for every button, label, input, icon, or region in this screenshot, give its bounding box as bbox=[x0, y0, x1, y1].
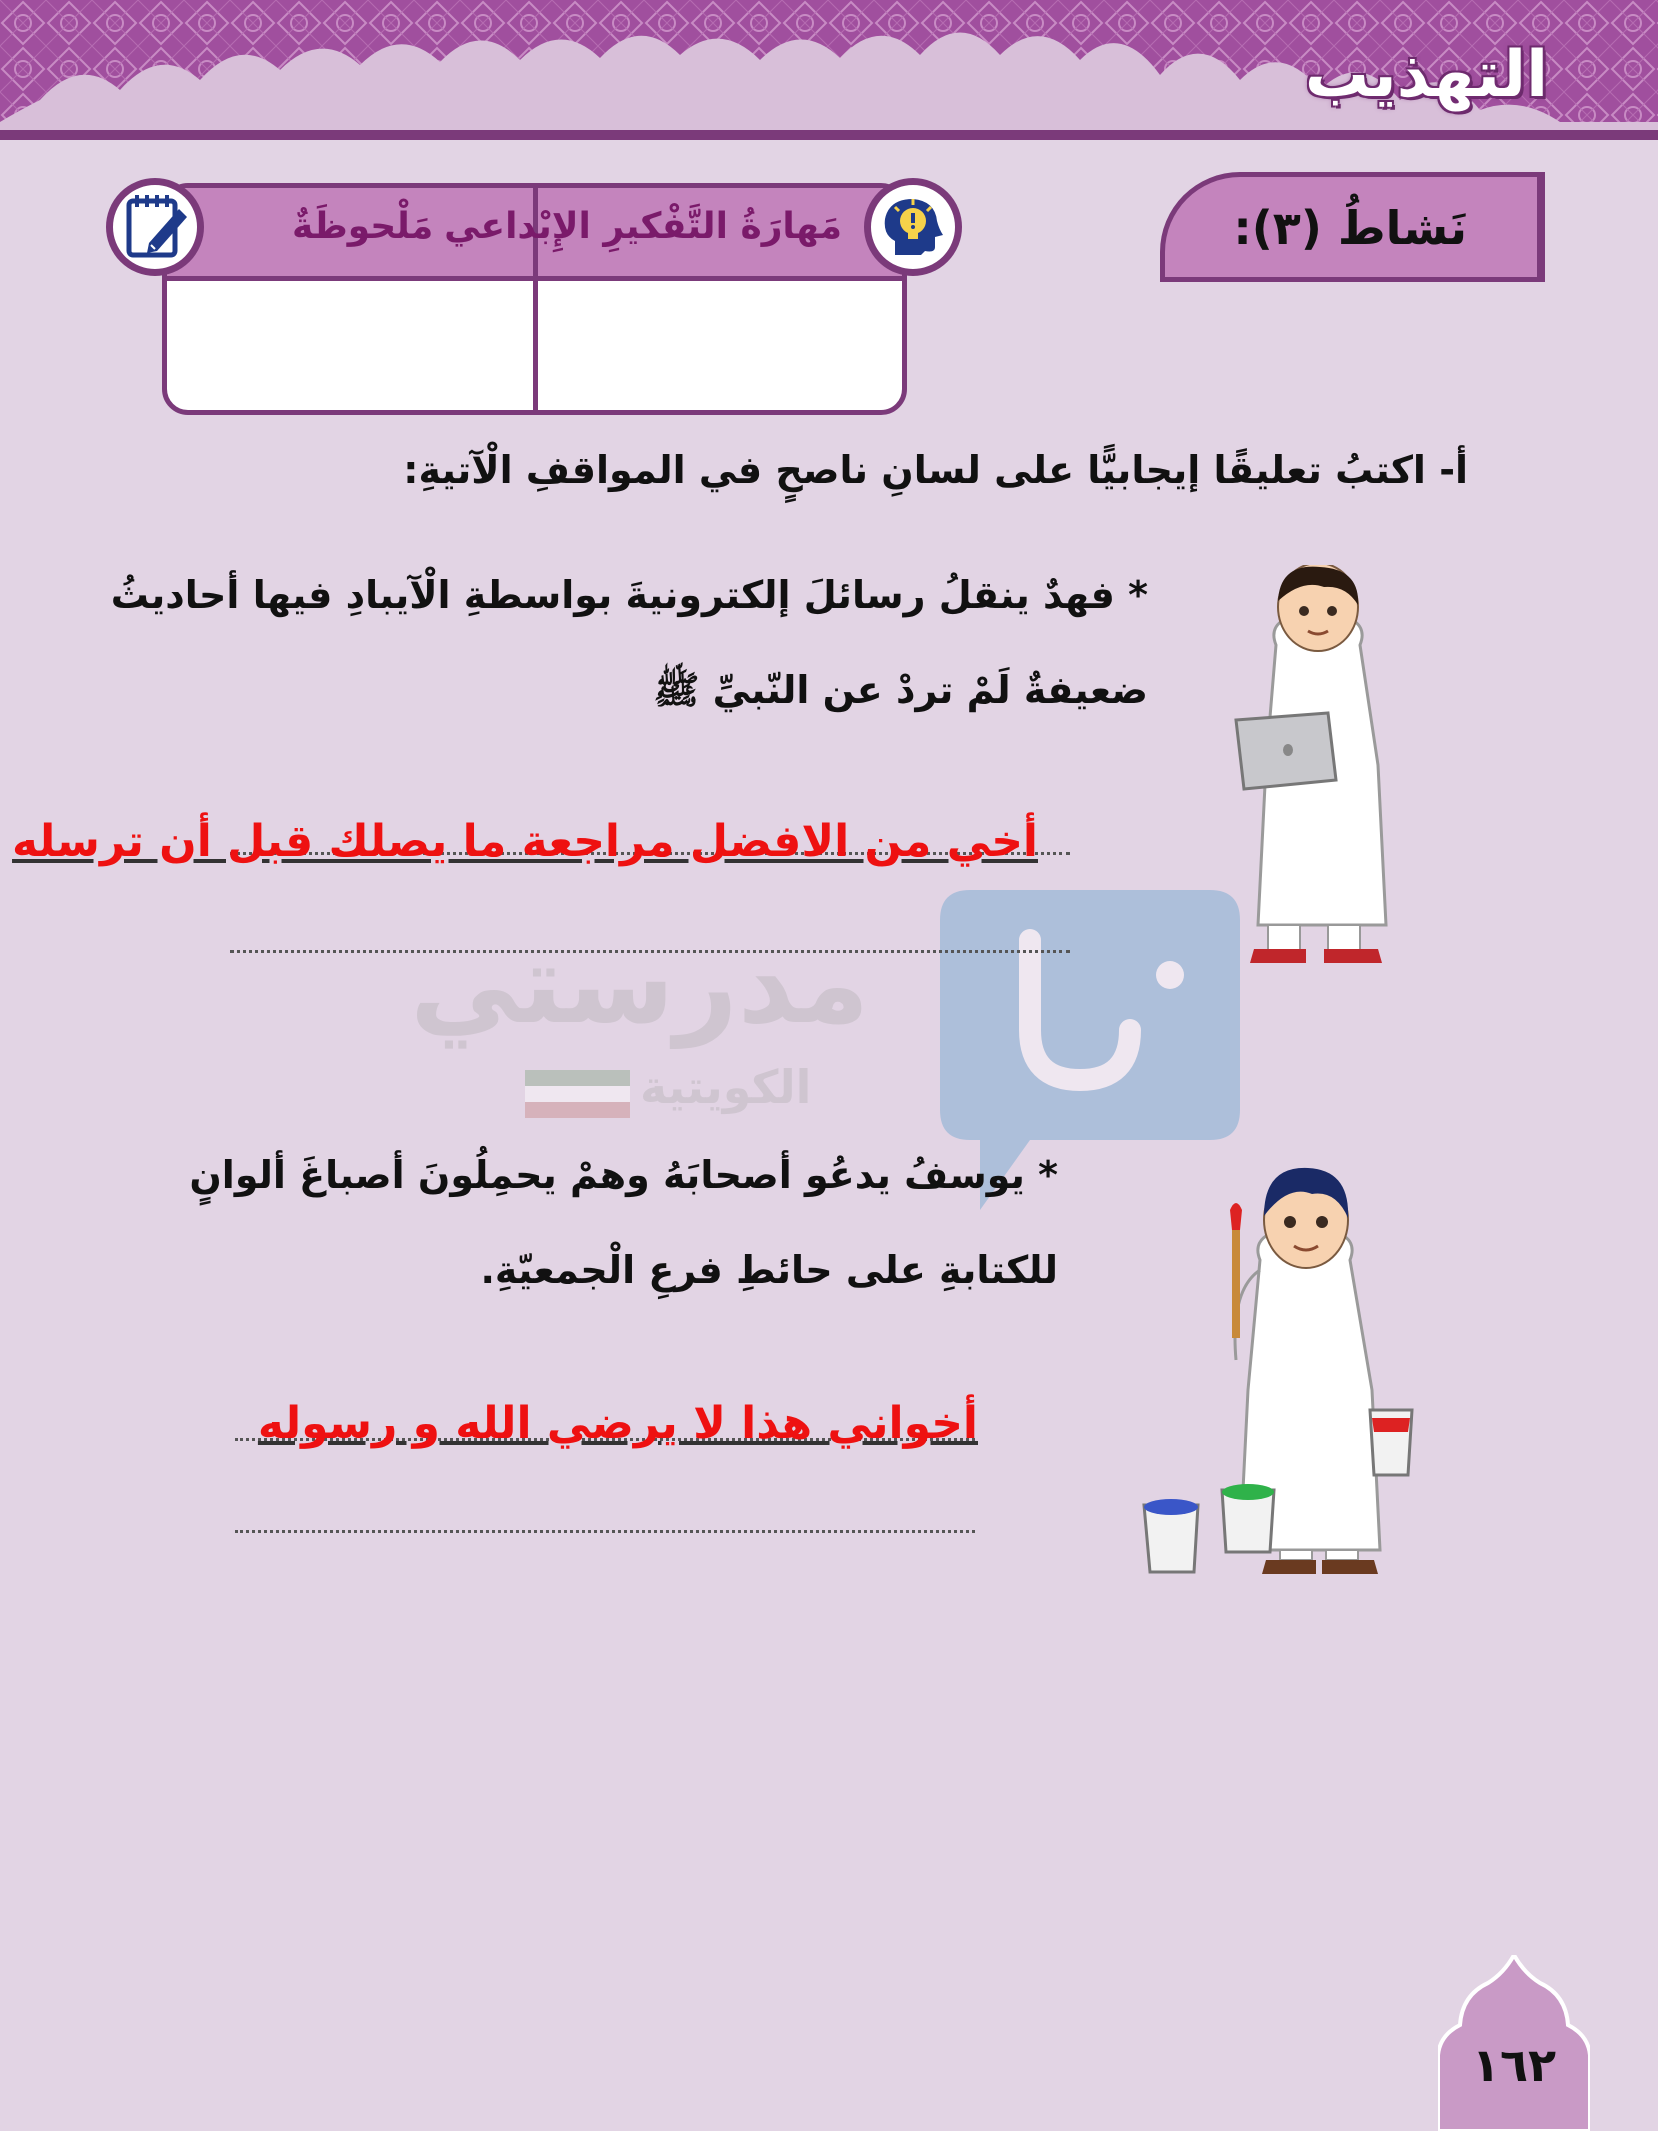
watermark-name: مدرستي bbox=[410, 920, 870, 1048]
watermark-flag-stripe-green bbox=[525, 1070, 630, 1086]
boy-with-tablet-illustration bbox=[1228, 565, 1408, 965]
boy-with-paint-illustration bbox=[1140, 1160, 1480, 1580]
situation-2-line-1: * يوسفُ يدعُو أصحابَهُ وهمْ يحمِلُونَ أصباغَ ألوانٍ bbox=[189, 1153, 1058, 1197]
watermark-flag-stripe-red bbox=[525, 1102, 630, 1118]
watermark-flag-stripe-white bbox=[525, 1086, 630, 1102]
lightbulb-head-icon bbox=[864, 178, 962, 276]
creative-thinking-cell[interactable] bbox=[538, 281, 902, 410]
situation-2-line-2: للكتابةِ على حائطِ فرعِ الْجمعيّةِ. bbox=[480, 1248, 1058, 1292]
subject-title: التهذيب bbox=[1304, 38, 1548, 112]
answer-1-dotted-line-2[interactable] bbox=[230, 950, 1070, 953]
answer-2-dotted-line-2[interactable] bbox=[235, 1530, 975, 1533]
answer-2-text[interactable]: أخواني هذا لا يرضي الله و رسوله bbox=[257, 1398, 978, 1449]
answer-1-text[interactable]: أخي من الافضل مراجعة ما يصلك قبل أن ترسله bbox=[12, 816, 1038, 867]
watermark-sub: الكويتية bbox=[640, 1060, 812, 1114]
page-number: ١٦٢ bbox=[1471, 2038, 1557, 2092]
note-label: مَلْحوظَةٌ bbox=[292, 206, 434, 247]
activity-label-text: نَشاطُ (٣): bbox=[1233, 201, 1467, 255]
notebook-pencil-icon bbox=[106, 178, 204, 276]
situation-1-line-2: ضعيفةٌ لَمْ تردْ عن النّبيِّ ﷺ bbox=[653, 668, 1148, 712]
situation-1-text bbox=[111, 548, 1148, 738]
skills-table bbox=[162, 183, 907, 415]
creative-thinking-label: مَهارَةُ التَّفْكيرِ الإِبْداعي bbox=[444, 206, 842, 247]
note-cell[interactable] bbox=[167, 281, 533, 410]
situation-2-text bbox=[189, 1128, 1058, 1318]
activity-label bbox=[1160, 172, 1545, 282]
instruction-text: أ- اكتبُ تعليقًا إيجابيًّا على لسانِ ناصحٍ في المواقفِ الْآتيةِ: bbox=[403, 448, 1468, 492]
situation-1-line-1: * فهدٌ ينقلُ رسائلَ إلكترونيةَ بواسطةِ الْآيبادِ فيها أحاديثُ bbox=[110, 573, 1148, 617]
